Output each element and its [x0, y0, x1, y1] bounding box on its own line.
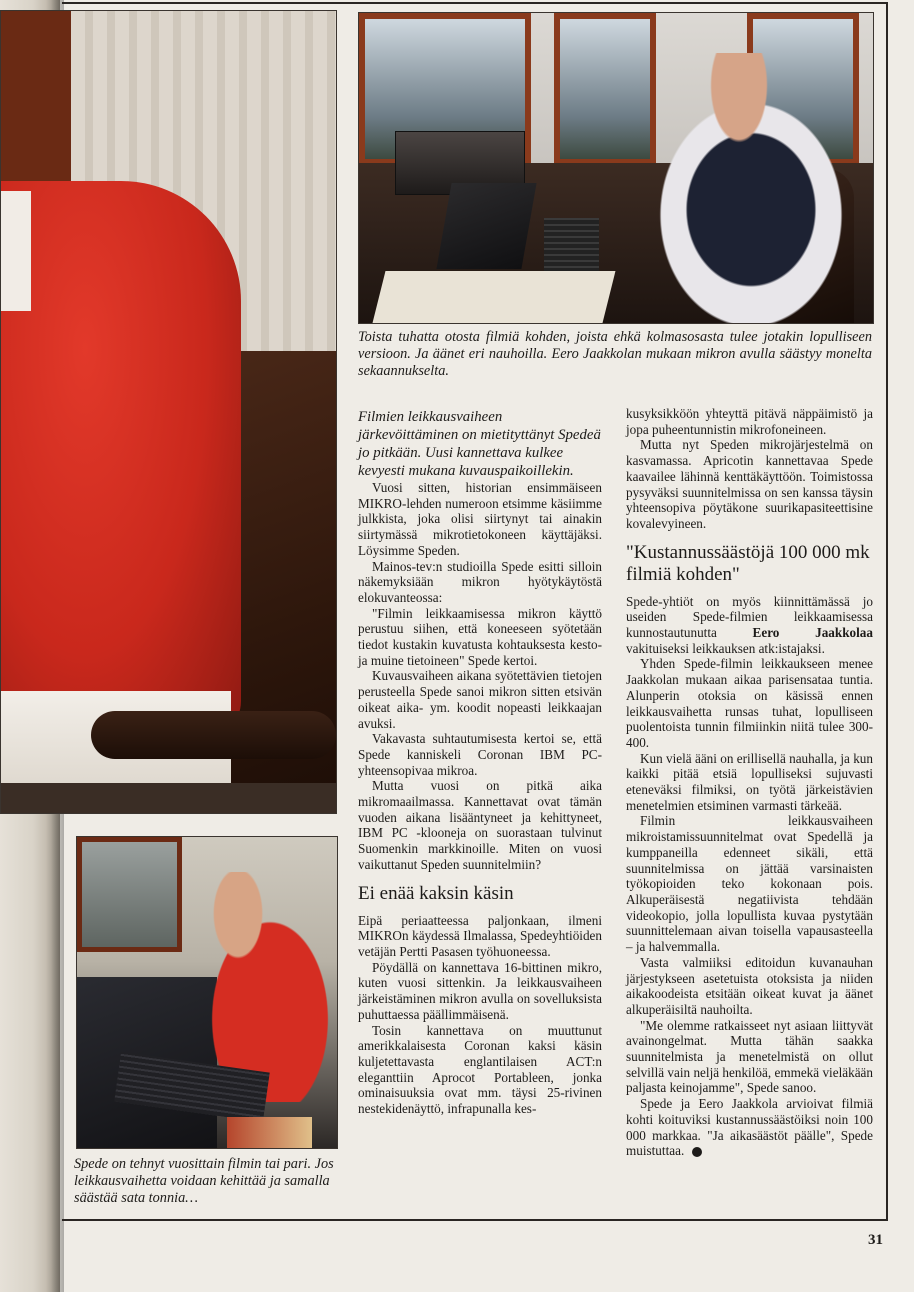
photo-spede-in-chair [0, 10, 337, 814]
caption-top-photo: Toista tuhatta otosta filmiä kohden, joista ehkä kolmasosasta tulee jotakin lopulliseen versioon. Ja äänet eri nauhoilla. Eero Jaakkolan mukaan mikron avulla säästyy monelta sekaannukselta. [358, 329, 872, 379]
article-lede: Filmien leikkausvaiheen järkevöittäminen on mietityttänyt Spedeä jo pitkään. Uusi kannettava kulkee kevyesti mukana kuvauspaikoillekin. [358, 409, 601, 479]
paragraph-last [626, 1096, 873, 1159]
photo-spede-thinking [76, 836, 338, 1149]
paragraph: Filmin leikkausvaiheen mikroistamissuunnitelmat ovat Spedellä ja kumppaneilla edenneet sikäli, että suunnitelmissa on jättää varsinaisten työkopioiden teko kokonaan pois. Alkuperäisestä negatiivista tehdään videokopio, jolla lopullista kuvaa pystytään suunnittelemaan aivan toisella vapausasteella – ja halvemmalla. [626, 813, 873, 955]
red-sweater [0, 181, 241, 741]
paragraph-intro [626, 594, 873, 657]
subheading-kustannussaastoja: "Kustannussäästöjä 100 000 mk filmiä kohden" [626, 541, 870, 585]
paragraph: Kun vielä ääni on erillisellä nauhalla, ja kun kaikki pitää etsiä lopulliseksi sujuvasti eteneväksi filmiksi, on työtä järkeistävien menetelmien etsiminen varmasti tärkeää. [626, 750, 873, 813]
photo-eero-jaakkola-at-computer [358, 12, 874, 324]
portable-computer [436, 183, 536, 269]
caption-bottom-photo: Spede on tehnyt vuosittain filmin tai pari. Jos leikkausvaihetta voidaan kehittää ja samalla säästää sata tonnia… [74, 1156, 334, 1206]
article-column-left [358, 408, 602, 1117]
intro-text: Spede-yhtiöt on myös kiinnittämässä jo useiden Spede-filmien leikkaamisessa kunnostautunutta [626, 593, 873, 641]
bearded-man [619, 53, 859, 323]
subheading-ei-enaa: Ei enää kaksin käsin [358, 882, 514, 904]
magazine-on-desk [227, 1117, 312, 1148]
article-column-right [626, 406, 873, 1159]
paragraph: Tosin kannettava on muuttunut amerikkalaisesta Coronan kaksi käsin kuljetettavasta englantilaisen ACT:n eleganttiin Aprocot Portableen, jonka ominaisuuksia ovat mm. täysi 25-rivinen nestekidenäyttö, infrapunalla kes- [358, 1022, 602, 1117]
paragraph: Pöydällä on kannettava 16-bittinen mikro, kuten vuosi sittenkin. Ja leikkausvaiheen järkeistäminen mikron avulla on sovelluksista puhuttaessa päällimmäisenä. [358, 959, 602, 1022]
paragraph: Vuosi sitten, historian ensimmäiseen MIKRO-lehden numeroon etsimme käsiimme julkkista, joka olisi siirtynyt tai ainakin siirtymässä mikrotietokoneen käyttäjäksi. Löysimme Speden. [358, 480, 602, 558]
paragraph: kusyksikköön yhteyttä pitävä näppäimistö ja jopa puheentunnistin mikrofoneineen. [626, 406, 873, 437]
floor [1, 783, 336, 813]
intro-rest: vakituiseksi leikkauksen atk:istajaksi. [626, 640, 825, 656]
paragraph: Vakavasta suhtautumisesta kertoi se, että Spede kanniskeli Coronan IBM PC-yhteensopivaa mikroa. [358, 731, 602, 778]
last-text: Spede ja Eero Jaakkola arvioivat filmiä kohti koituviksi kustannussäästöiksi noin 100 000 markkaa. "Ja aikasäästöt päälle", Spede muistuttaa. [626, 1096, 873, 1159]
chair-armrest [91, 711, 336, 759]
page-number: 31 [868, 1232, 883, 1248]
paragraph: Mainos-tev:n studioilla Spede esitti silloin näkemyksiään mikron hyötykäytöstä elokuvanteossa: [358, 558, 602, 605]
paragraph: Vasta valmiiksi editoidun kuvanauhan järjestykseen asetetuista otoksista ja niiden aikakoodeista etsitään oikeat kuvat ja äänet alkuperäisiltä nauhoilta. [626, 954, 873, 1017]
window [77, 837, 182, 952]
paragraph: Kuvausvaiheen aikana syötettävien tietojen perusteella Spede sanoi mikron sitten etsivän oikeat aika- ym. koodit nopeasti leikkaajan avuksi. [358, 668, 602, 731]
white-collar [0, 191, 31, 311]
bold-name: Eero Jaakkolaa [752, 625, 873, 641]
paragraph: Mutta nyt Speden mikrojärjestelmä on kasvamassa. Apricotin kannettavaa Spede kaavailee lähinnä kenttäkäyttöön. Toimistossa pysyväksi suunnitelmissa on sen kanssa täysin yhteensopiva pöytäkone suurikapasiteettisine kovalevyineen. [626, 437, 873, 531]
paragraph: Yhden Spede-filmin leikkaukseen menee Jaakkolan mukaan aikaa parisensataa tuntia. Alunperin otoksia on käsissä ennen leikkausvaihetta runsas tuhat, lopulliseen puolentoista tunnin filmiinkin niitä tulee 300-400. [626, 656, 873, 750]
paragraph: Eipä periaatteessa paljonkaan, ilmeni MIKROn käydessä Ilmalassa, Spedeyhtiöiden vetäjän Pertti Pasasen työhuoneessa. [358, 912, 602, 959]
paragraph: "Me olemme ratkaisseet nyt asiaan liittyvät avainongelmat. Mutta tähän saakka suunnitelmista ja menetelmistä on ollut selvillä vain neljä henkilöä, emmekä vieläkään paljasta keinojamme", Spede sanoo. [626, 1017, 873, 1096]
paragraph: Mutta vuosi on pitkä aika mikromaailmassa. Kannettavat ovat tämän vuoden aikana lisääntyneet ja kehittyneet, IBM PC -klooneja on suorastaan tulvinut Suomenkin markkinoille. Miten on vuosi vaikuttanut Speden suunnitelmiin? [358, 778, 602, 872]
papers [373, 271, 616, 323]
end-bullet-icon [692, 1147, 702, 1157]
keyboard [544, 218, 599, 278]
paragraph: "Filmin leikkaamisessa mikron käyttö perustuu siihen, että koneeseen syötetään tiedot kustakin kuvatusta kohtauksesta kesto- ja muine tietoineen" Spede kertoi. [358, 605, 602, 668]
